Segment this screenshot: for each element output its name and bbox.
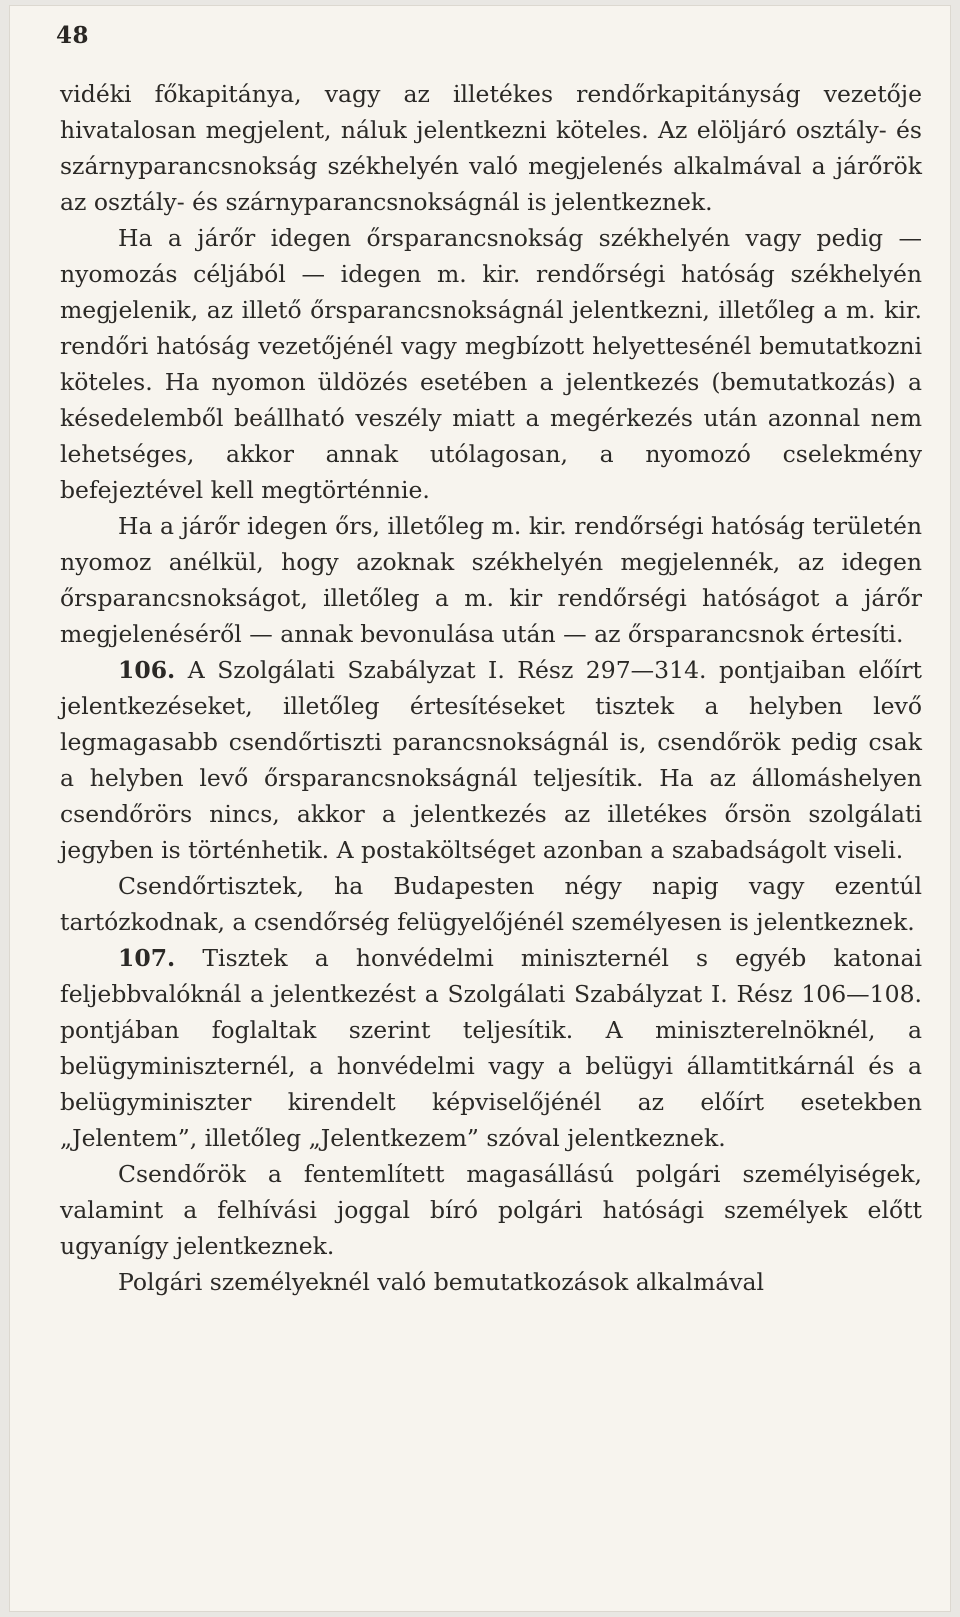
paragraph xyxy=(60,868,922,940)
paragraph-text: Ha a járőr idegen őrsparancsnokság székhelyén vagy pedig — nyomozás céljából — idegen m. kir. rendőrségi hatóság székhelyén megjelenik, az illető őrsparancsnokságnál jelentkezni, illetőleg a m. kir. rendőri hatóság vezetőjénél vagy megbízott helyettesénél bemutatkozni köteles. Ha nyomon üldözés esetében a jelentkezés (bemutatkozás) a késedelemből beállható veszély miatt a megérkezés után azonnal nem lehetséges, akkor annak utólagosan, a nyomozó cselekmény befejeztével kell megtörténnie. xyxy=(60,224,922,504)
paragraph-truncated xyxy=(60,1264,922,1300)
document-page xyxy=(10,6,950,1611)
paragraph xyxy=(60,1156,922,1264)
paragraph-text: Ha a járőr idegen őrs, illetőleg m. kir. rendőrségi hatóság területén nyomoz anélkül, hogy azoknak székhelyén megjelennék, az idegen őrsparancsnokságot, illetőleg a m. kir rendőrségi hatóságot a járőr megjelenéséről — annak bevonulása után — az őrsparancsnok értesíti. xyxy=(60,512,922,648)
paragraph-text: A Szolgálati Szabályzat I. Rész 297—314. pontjaiban előírt jelentkezéseket, illetőleg értesítéseket tisztek a helyben levő legmagasabb csendőrtiszti parancsnokságnál is, csendőrök pedig csak a helyben levő őrsparancsnokságnál teljesítik. Ha az állomáshelyen csendőrörs nincs, akkor a jelentkezés az illetékes őrsön szolgálati jegyben is történhetik. A postaköltséget azonban a szabadságolt viseli. xyxy=(60,656,922,864)
section-number: 107. xyxy=(118,944,176,972)
page-number: 48 xyxy=(56,22,90,49)
paragraph xyxy=(60,508,922,652)
paragraph-text: Tisztek a honvédelmi miniszternél s egyéb katonai feljebbvalóknál a jelentkezést a Szolgálati Szabályzat I. Rész 106—108. pontjában foglaltak szerint teljesítik. A miniszterelnöknél, a belügyminiszternél, a honvédelmi vagy a belügyi államtitkárnál és a belügyminiszter kirendelt képviselőjénél az előírt esetekben „Jelentem”, illetőleg „Jelentkezem” szóval jelentkeznek. xyxy=(60,944,922,1152)
paragraph-text: Polgári személyeknél való bemutatkozások alkalmával xyxy=(118,1268,765,1296)
section-number: 106. xyxy=(118,656,176,684)
paragraph-text: Csendőrtisztek, ha Budapesten négy napig vagy ezentúl tartózkodnak, a csendőrség felügyelőjénél személyesen is jelentkeznek. xyxy=(60,872,922,936)
paragraph xyxy=(60,220,922,508)
paragraph-text: Csendőrök a fentemlített magasállású polgári személyiségek, valamint a felhívási joggal bíró polgári hatósági személyek előtt ugyanígy jelentkeznek. xyxy=(60,1160,922,1260)
section-paragraph-106 xyxy=(60,652,922,868)
paragraph-continuation xyxy=(60,76,922,220)
section-paragraph-107 xyxy=(60,940,922,1156)
paragraph-text: vidéki főkapitánya, vagy az illetékes rendőrkapitányság vezetője hivatalosan megjelent, náluk jelentkezni köteles. Az elöljáró osztály- és szárnyparancsnokság székhelyén való megjelenés alkalmával a járőrök az osztály- és szárnyparancsnokságnál is jelentkeznek. xyxy=(60,80,922,216)
body-text xyxy=(60,76,922,1300)
